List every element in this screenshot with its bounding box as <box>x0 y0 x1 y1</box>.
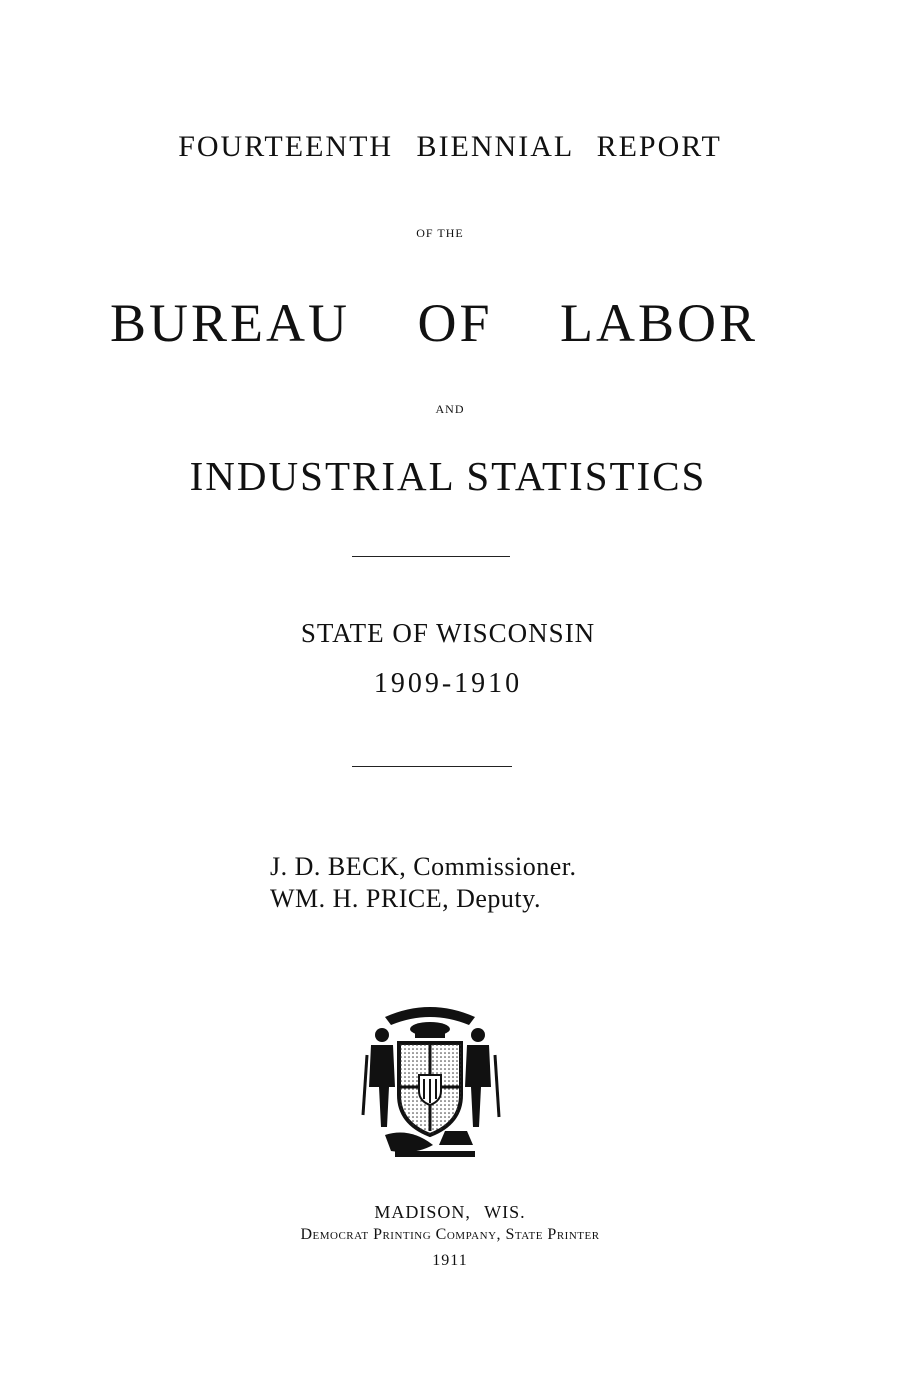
publication-year: 1911 <box>432 1252 468 1269</box>
of-the-text: OF THE <box>416 226 464 240</box>
printer-name: Democrat Printing Company, State Printer <box>300 1226 600 1243</box>
report-years: 1909-1910 <box>373 668 523 699</box>
divider-rule <box>352 766 512 767</box>
and-text: AND <box>435 402 465 416</box>
bureau-word: BUREAU <box>110 293 351 353</box>
bureau-heading <box>110 292 758 354</box>
deputy-line: WM. H. PRICE, Deputy. <box>270 884 541 913</box>
report-title: FOURTEENTH BIENNIAL REPORT <box>178 130 722 163</box>
labor-word: LABOR <box>559 293 758 353</box>
divider-rule <box>352 556 510 557</box>
state-name: STATE OF WISCONSIN <box>300 618 596 648</box>
commissioner-line: J. D. BECK, Commissioner. <box>270 852 577 881</box>
wisconsin-seal-icon <box>355 995 505 1165</box>
publication-city: MADISON, WIS. <box>374 1202 526 1222</box>
of-word: OF <box>417 293 493 353</box>
industrial-statistics-heading: INDUSTRIAL STATISTICS <box>189 453 707 499</box>
